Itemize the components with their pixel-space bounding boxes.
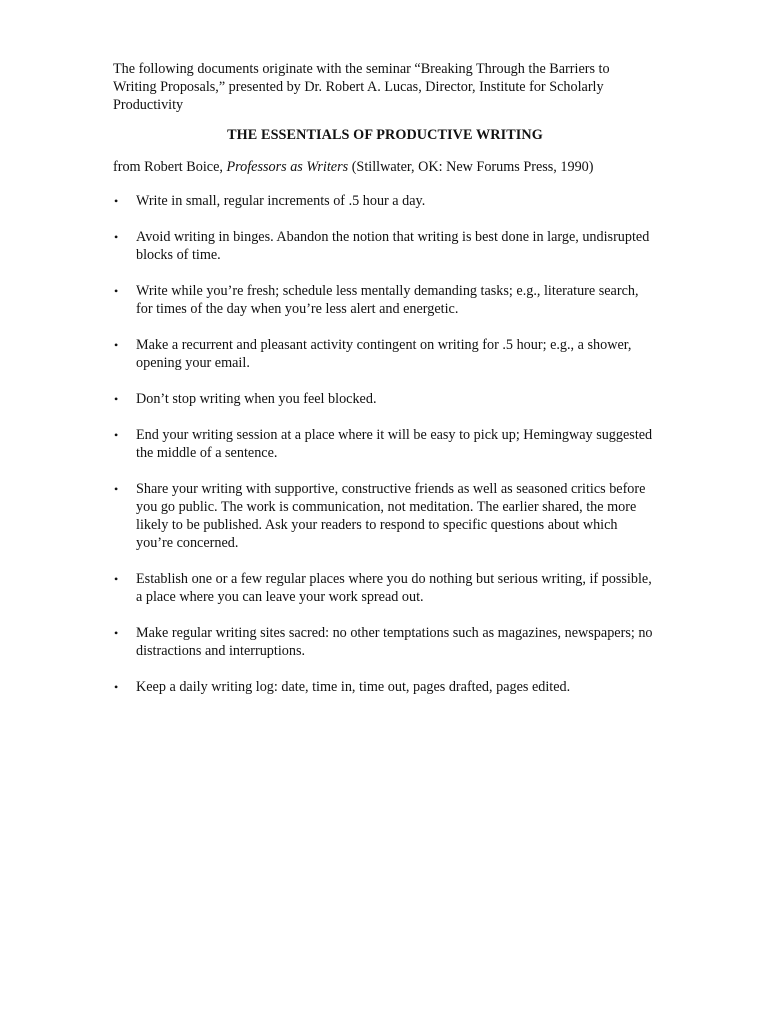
list-item-text: Establish one or a few regular places where you do nothing but serious writing, if possible, a place where you can leave your work spread out.	[136, 571, 652, 605]
list-item	[113, 336, 653, 372]
source-book-title: Professors as Writers	[226, 159, 349, 175]
intro-paragraph: The following documents originate with the seminar “Breaking Through the Barriers to Writing Proposals,” presented by Dr. Robert A. Lucas, Director, Institute for Scholarly Productivity	[113, 61, 610, 113]
list-item-text: Make regular writing sites sacred: no other temptations such as magazines, newspapers; no distractions and interruptions.	[136, 625, 653, 659]
source-citation	[113, 158, 653, 176]
bullet-icon: •	[114, 194, 119, 208]
list-item	[113, 228, 653, 264]
bullet-icon: •	[114, 230, 119, 244]
bullet-icon: •	[114, 392, 119, 406]
list-item	[113, 192, 653, 210]
source-prefix: from Robert Boice,	[113, 159, 227, 175]
list-item-text: Share your writing with supportive, constructive friends as well as seasoned critics before you go public. The work is communication, not meditation. The earlier shared, the more likely to be published. Ask your readers to respond to specific questions about which you’re concerned.	[136, 481, 646, 551]
bullet-icon: •	[114, 680, 119, 694]
list-item	[113, 624, 653, 660]
list-item-text: Make a recurrent and pleasant activity contingent on writing for .5 hour; e.g., a shower, opening your email.	[136, 337, 632, 371]
list-item	[113, 390, 653, 408]
bullet-icon: •	[114, 572, 119, 586]
tips-list	[113, 192, 653, 696]
list-item	[113, 570, 653, 606]
list-item	[113, 426, 653, 462]
bullet-icon: •	[114, 284, 119, 298]
bullet-icon: •	[114, 626, 119, 640]
source-suffix: (Stillwater, OK: New Forums Press, 1990)	[348, 159, 594, 175]
list-item-text: Avoid writing in binges. Abandon the notion that writing is best done in large, undisrupted blocks of time.	[136, 229, 650, 263]
list-item	[113, 480, 653, 552]
bullet-icon: •	[114, 482, 119, 496]
bullet-icon: •	[114, 338, 119, 352]
list-item-text: Write in small, regular increments of .5 hour a day.	[136, 193, 426, 209]
list-item	[113, 678, 653, 696]
bullet-icon: •	[114, 428, 119, 442]
list-item-text: End your writing session at a place where it will be easy to pick up; Hemingway suggested the middle of a sentence.	[136, 427, 653, 461]
list-item	[113, 282, 653, 318]
list-item-text: Write while you’re fresh; schedule less mentally demanding tasks; e.g., literature search, for times of the day when you’re less alert and energetic.	[136, 283, 639, 317]
list-item-text: Keep a daily writing log: date, time in, time out, pages drafted, pages edited.	[136, 679, 571, 695]
document-body	[113, 60, 653, 714]
list-item-text: Don’t stop writing when you feel blocked.	[136, 391, 377, 407]
document-title: THE ESSENTIALS OF PRODUCTIVE WRITING	[227, 127, 543, 143]
